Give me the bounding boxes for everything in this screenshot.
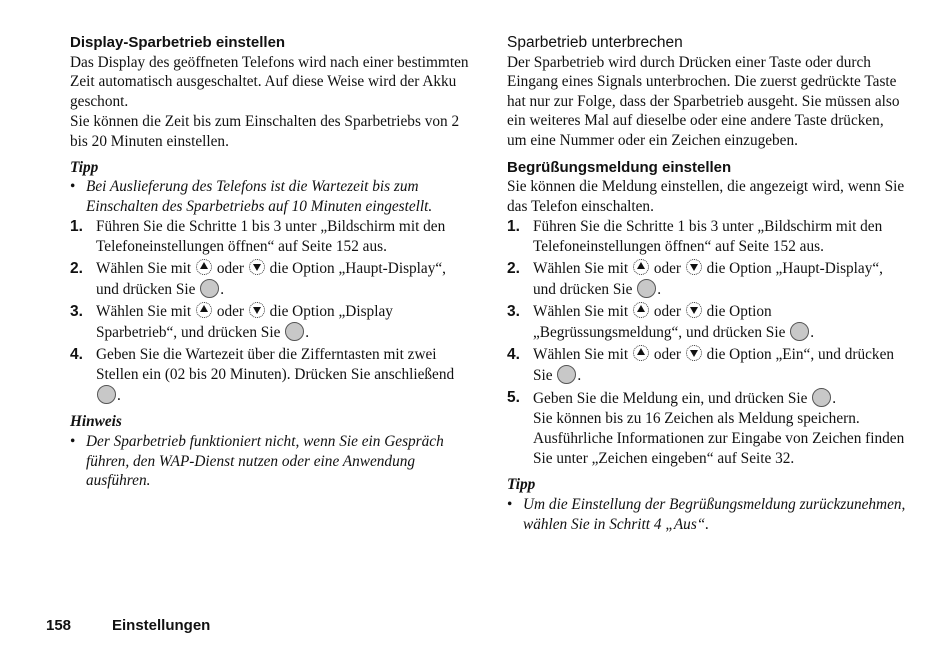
center-key-icon <box>285 322 304 341</box>
step-2 <box>507 259 907 300</box>
center-key-icon <box>790 322 809 341</box>
step-text-a: Wählen Sie mit <box>533 260 629 278</box>
step-text: Geben Sie die Wartezeit über die Zifferntasten mit zwei Stellen ein (02 bis 20 Minuten). Drücken Sie anschließend <box>96 346 455 384</box>
tip-text: • Bei Auslieferung des Telefons ist die Wartezeit bis zum Einschalten des Sparbetriebs auf 10 Minuten eingestellt. <box>70 177 470 216</box>
step-text-d: . <box>657 281 662 299</box>
step-text-d: . <box>577 367 582 385</box>
step-text-a: Wählen Sie mit <box>96 260 192 278</box>
nav-up-icon <box>196 302 212 318</box>
step-text-c: die Option „Display Sparbetrieb“, und drücken Sie <box>96 303 393 342</box>
step-number: 4. <box>507 346 520 364</box>
step-text-b: oder <box>653 260 682 278</box>
step-number: 4. <box>70 346 83 364</box>
step-text-b: oder <box>216 260 245 278</box>
step-text-a: Wählen Sie mit <box>533 346 629 364</box>
nav-up-icon <box>633 345 649 361</box>
section-heading-display-sparbetrieb: Display-Sparbetrieb einstellen <box>70 34 286 51</box>
step-text-c: die Option „Begrüssungsmeldung“, und drücken Sie <box>533 303 786 342</box>
hint-title: Hinweis <box>70 413 122 431</box>
step-text-b: oder <box>216 303 245 321</box>
step-text-b: oder <box>653 303 682 321</box>
section-heading-begruessungsmeldung: Begrüßungsmeldung einstellen <box>507 158 732 176</box>
step-text-c: die Option „Ein“, und drücken Sie <box>533 346 895 385</box>
footer-section-title: Einstellungen <box>112 617 211 634</box>
center-key-icon <box>557 365 576 384</box>
tip-text: • Um die Einstellung der Begrüßungsmeldung zurückzunehmen, wählen Sie in Schritt 4 „Aus“. <box>507 495 907 534</box>
tip-title: Tipp <box>70 158 99 176</box>
step-1 <box>507 217 907 257</box>
nav-up-icon <box>196 259 212 275</box>
interrupt-paragraph: Der Sparbetrieb wird durch Drücken einer Taste oder durch Eingang eines Signals unterbrochen. Die zuerst gedrückte Taste hat nur zur Folge, dass der Sparbetrieb ausgeht. Sie müssen also ein weiteres Mal auf dieselbe oder eine andere Taste drücken, um eine Nummer oder ein Zeichen einzugeben. <box>507 53 900 149</box>
step-text-a: Wählen Sie mit <box>533 303 629 321</box>
right-column <box>507 33 907 534</box>
step-text-d: . <box>832 390 837 408</box>
step-3 <box>70 302 470 343</box>
step-number: 2. <box>70 260 83 278</box>
page-number: 158 <box>46 617 72 634</box>
center-key-icon <box>200 279 219 298</box>
left-column <box>70 33 470 491</box>
center-key-icon <box>812 388 831 407</box>
page-footer <box>46 617 210 634</box>
step-text-d: . <box>220 281 225 299</box>
step-2 <box>70 259 470 300</box>
nav-down-icon <box>249 302 265 318</box>
step-number: 3. <box>507 303 520 321</box>
range-paragraph: Sie können die Zeit bis zum Einschalten des Sparbetriebs von 2 bis 20 Minuten einstellen. <box>70 113 460 150</box>
step-5 <box>507 388 907 469</box>
step-4 <box>70 345 470 406</box>
step-4 <box>507 345 907 386</box>
step-text-a: Wählen Sie mit <box>96 303 192 321</box>
intro-paragraph: Das Display des geöffneten Telefons wird nach einer bestimmten Zeit automatisch ausgeschaltet. Auf diese Weise wird der Akku geschont. <box>70 53 469 110</box>
nav-down-icon <box>249 259 265 275</box>
step-text-c: die Option „Haupt-Display“, und drücken Sie <box>533 260 883 299</box>
step-number: 2. <box>507 260 520 278</box>
step-number: 3. <box>70 303 83 321</box>
greeting-intro-paragraph: Sie können die Meldung einstellen, die angezeigt wird, wenn Sie das Telefon einschalten. <box>507 178 905 215</box>
center-key-icon <box>97 385 116 404</box>
nav-down-icon <box>686 259 702 275</box>
center-key-icon <box>637 279 656 298</box>
step-text: Führen Sie die Schritte 1 bis 3 unter „Bildschirm mit den Telefoneinstellungen öffnen“ auf Seite 152 aus. <box>533 218 883 256</box>
step-number: 1. <box>70 218 83 236</box>
step-number: 1. <box>507 218 520 236</box>
step-3 <box>507 302 907 343</box>
hint-text: • Der Sparbetrieb funktioniert nicht, wenn Sie ein Gespräch führen, den WAP-Dienst nutzen oder eine Anwendung ausführen. <box>70 432 470 491</box>
step-text: Führen Sie die Schritte 1 bis 3 unter „Bildschirm mit den Telefoneinstellungen öffnen“ auf Seite 152 aus. <box>96 218 446 256</box>
step-text-d: . <box>810 324 815 342</box>
step-text-c: die Option „Haupt-Display“, und drücken Sie <box>96 260 446 299</box>
nav-up-icon <box>633 259 649 275</box>
nav-down-icon <box>686 302 702 318</box>
section-heading-sparbetrieb-unterbrechen: Sparbetrieb unterbrechen <box>507 34 683 51</box>
step-text-e: Sie können bis zu 16 Zeichen als Meldung speichern. Ausführliche Informationen zur Eingabe von Zeichen finden Sie unter „Zeichen eingeben“ auf Seite 32. <box>533 410 905 468</box>
step-number: 5. <box>507 389 520 407</box>
step-text-d: . <box>305 324 310 342</box>
step-1 <box>70 217 470 257</box>
nav-down-icon <box>686 345 702 361</box>
nav-up-icon <box>633 302 649 318</box>
step-text-d: . <box>117 387 121 405</box>
step-text-b: oder <box>653 346 682 364</box>
tip-title: Tipp <box>507 476 536 494</box>
step-text-a: Geben Sie die Meldung ein, und drücken Sie <box>533 390 808 408</box>
